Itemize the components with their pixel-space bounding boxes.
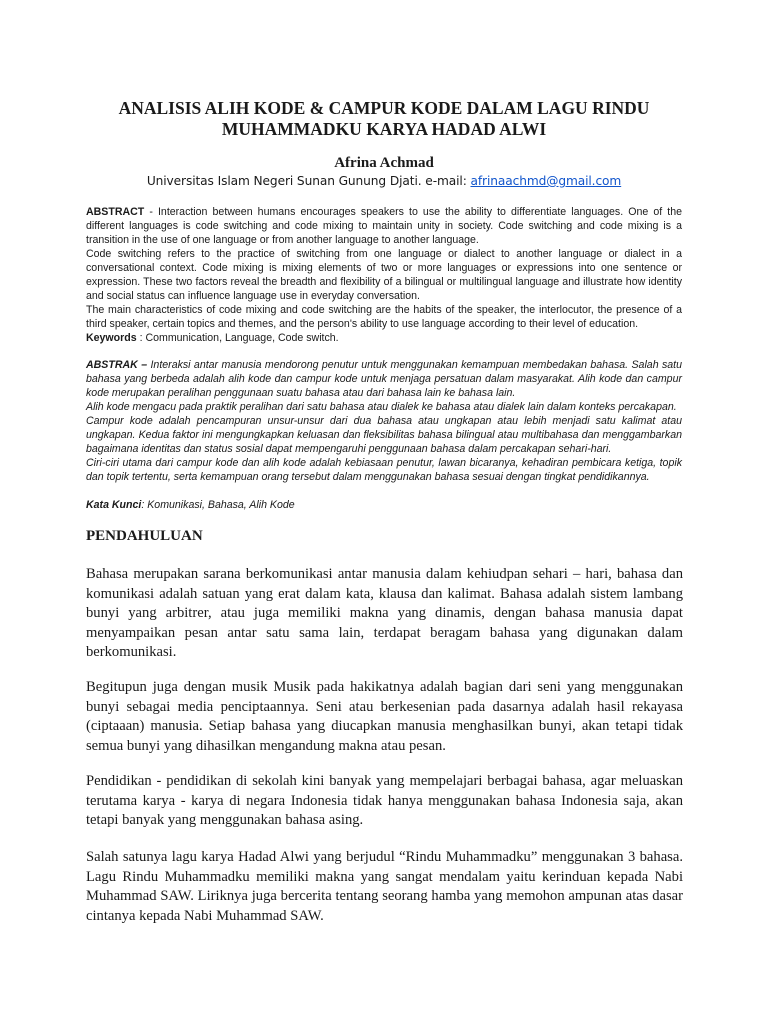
kata-kunci-line [86,499,295,511]
abstrak-text-1: Interaksi antar manusia mendorong penutur untuk menggunakan kemampuan membedakan bahasa. Salah satu bahasa yang berbeda adalah alih kode dan campur kode untuk menjaga persatuan dalam masyarakat. Alih kode dan campur kode merupakan peralihan penggunaan suatu bahasa atau dari bahasa lain ke bahasa lain. [86,359,683,399]
author-affiliation [0,174,768,188]
body-paragraph: Pendidikan - pendidikan di sekolah kini banyak yang mempelajari berbagai bahasa, agar meluaskan terutama karya - karya di negara Indonesia tidak hanya menggunakan bahasa Indonesia saja, akan tetapi banyak yang menggunakan bahasa asing. [86,773,683,828]
abstrak-label: ABSTRAK – [86,359,148,371]
keywords-line [86,331,682,345]
body-paragraph: Salah satunya lagu karya Hadad Alwi yang berjudul “Rindu Muhammadku” menggunakan 3 bahasa. Lagu Rindu Muhammadku memiliki makna yang sangat mendalam yaitu kerinduan kepada Nabi Muhammad SAW. Liriknya juga bercerita tentang seorang hamba yang memohon ampunan atas dasar cintanya kepada Nabi Muhammad SAW. [86,849,683,924]
section-heading: PENDAHULUAN [86,528,203,544]
abstract-en-para-1 [86,205,682,247]
author-email-link[interactable]: afrinaachmd@gmail.com [470,174,622,188]
abstrak-para-3: Campur kode adalah pencampuran unsur-unsur dari dua bahasa atau ungkapan atau lebih menjadi satu kalimat atau ungkapan. Kedua faktor ini mengungkapkan keluasan dan fleksibilitas bahasa bilingual atau multibahasa dan menggambarkan bagaimana identitas dan status sosial dapat mempengaruhi penggunaan bahasa dalam percakapan sehari-hari. [86,415,682,455]
abstrak-para-2: Alih kode mengacu pada praktik peralihan dari satu bahasa atau dialek ke bahasa atau dialek lain dalam konteks percakapan. [86,401,677,413]
abstrak-para-4: Ciri-ciri utama dari campur kode dan alih kode adalah kebiasaan penutur, lawan bicaranya, kehadiran pembicara ketiga, topik dan topik tertentu, serta kemampuan orang tersebut dalam menggunakan bahasa sesuai dengan tingkat pendidikannya. [86,457,682,483]
paper-title [60,98,708,140]
abstract-en-para-2: Code switching refers to the practice of switching from one language or dialect to another language or dialect in a conversational context. Code mixing is mixing elements of two or more languages or expressions into one sentence or expression. These two factors reveal the breadth and flexibility of a bilingual or multilingual language and illustrate how identity and social status can influence language use in everyday conversation. [86,248,682,302]
kata-kunci-value: : Komunikasi, Bahasa, Alih Kode [141,499,295,511]
body-paragraph: Bahasa merupakan sarana berkomunikasi antar manusia dalam kehiudpan sehari – hari, bahasa dan komunikasi adalah satuan yang erat dalam kata, klausa dan kalimat. Bahasa adalah sistem lambang bunyi yang arbitrer, atau juga memiliki makna yang dinamis, dengan bahasa manusia dapat menyampaikan pesan antar satu sama lain, terdapat beragam bahasa yang digunakan dalam berkomunikasi. [86,566,683,660]
kata-kunci-label: Kata Kunci [86,499,142,511]
paper-title-line-2: MUHAMMADKU KARYA HADAD ALWI [221,119,547,139]
affiliation-text: Universitas Islam Negeri Sunan Gunung Djati. e-mail: [146,174,471,188]
keywords-label: Keywords [86,332,137,344]
author-name: Afrina Achmad [334,155,434,171]
abstract-indonesian [86,358,682,484]
body-paragraph: Begitupun juga dengan musik Musik pada hakikatnya adalah bagian dari seni yang menggunakan bunyi sebagai media penciptaannya. Seni atau berkesenian pada dasarnya adalah hasil rekayasa (ciptaaan) manusia. Setiap bahasa yang diucapkan manusia menghasilkan bunyi, akan tetapi tidak semua bunyi yang dihasilkan mengandung makna atau pesan. [86,679,683,754]
abstrak-para-1 [86,358,682,400]
abstract-en-text-1: - Interaction between humans encourages speakers to use the ability to differentiate languages. One of the different languages is code switching and code mixing to maintain unity in society. Code switching and code mixing is a transition in the use of one language or from another language to another language. [86,206,682,246]
abstract-english [86,205,682,345]
paper-title-line-1: ANALISIS ALIH KODE & CAMPUR KODE DALAM LAGU RINDU [118,98,650,118]
abstract-en-para-3: The main characteristics of code mixing and code switching are the habits of the speaker, the interlocutor, the presence of a third speaker, certain topics and themes, and the person's ability to use language according to their level of education. [86,304,682,330]
abstract-en-label: ABSTRACT [86,206,145,218]
keywords-value: : Communication, Language, Code switch. [136,332,339,344]
